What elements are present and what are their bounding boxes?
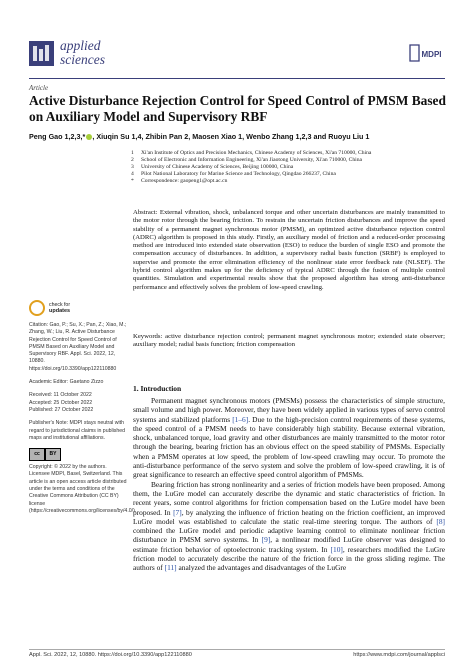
abstract: Abstract: External vibration, shock, unbalanced torque and other uncertain disturbances are mainly transmitted to the motor rotor through the bearing friction. To restrain the uncertain friction disturbances and improve the speed stability of a permanent magnet synchronous motor (PMSM), an optimized active disturbance rejection control (ADRC) algorithm is proposed in this study. Firstly, an auxiliary model of friction and a reduced-order processing method are introduced into extended state observation (ESO) to reduce the burden of single ESO and promote the compensation accuracy of disturbances. In addition, a supervisory radial basis function (SRBF) is employed to supervise and promote the error elimination efficiency of the nonlinear state error feedback rate (NLSEF). The hybrid control algorithm makes up for the deficiency of typical ADRC through the fusion of multiple control quantities. Simulation and experimental results show that the proposed algorithm has strong anti-disturbance performance and effectively solves the problem of low-speed crawling. [133, 209, 445, 291]
journal-name: applied sciences [60, 38, 105, 67]
paragraph: Bearing friction has strong nonlinearity and a series of friction models have been proposed. Among them, the LuGre model can accurately describe the dynamic and static characteristics of friction. In recent years, some control algorithms for friction compensation based on the LuGre model have been proposed. In [7], by analyzing the influence of friction heating on the friction coefficient, an improved LuGre model was established to calculate the static real-time steering torque. The authors of [8] combined the LuGre model and periodic adaptive learning control to eliminate nonlinear friction disturbance in PMSM servo systems. In [9], a nonlinear modified LuGre observer was designed to estimate friction behavior of optoelectronic tracking system. In [10], researchers modified the LuGre friction model to accurately describe the nature of the friction force in the gross sliding regime. The authors of [11] analyzed the advantages and disadvantages of the LuGre [133, 479, 445, 573]
author-list: Peng Gao 1,2,3,* , Xiuqin Su 1,4, Zhibin Pan 2, Maosen Xiao 1, Wenbo Zhang 1,2,3 and Ruoyu Liu 1 [29, 132, 370, 141]
svg-text:MDPI: MDPI [421, 50, 442, 59]
affiliation-item: 1 Xi'an Institute of Optics and Precision Mechanics, Chinese Academy of Sciences, Xi'an 710000, China [131, 150, 372, 156]
keywords: Keywords: active disturbance rejection control; permanent magnet synchronous motor; extended state observer; auxiliary model; radial basis function; friction compensation [133, 333, 445, 349]
introduction-text [133, 396, 445, 646]
accepted-date: Accepted: 25 October 2022 [29, 399, 93, 406]
affiliation-item: 4 Pilot National Laboratory for Marine Science and Technology, Qingdao 266237, China [131, 171, 336, 177]
publisher-note: Publisher's Note: MDPI stays neutral with regard to jurisdictional claims in published maps and institutional affiliations. [29, 420, 126, 441]
author[interactable]: Xiuqin Su 1,4 [96, 132, 142, 141]
orcid-icon[interactable] [86, 134, 92, 140]
affiliations [131, 150, 447, 185]
article-type: Article [29, 84, 49, 92]
affiliation-item: 2 School of Electronic and Information Engineering, Xi'an Jiaotong University, Xi'an 710000, China [131, 157, 363, 163]
author[interactable]: Ruoyu Liu 1 [328, 132, 370, 141]
citation-link[interactable]: [1–6] [232, 414, 249, 424]
citation: Citation: Gao, P.; Su, X.; Pan, Z.; Xiao, M.; Zhang, W.; Liu, R. Active Disturbance Rejection Control for Speed Control of PMSM Based on Auxiliary Model and Supervisory RBF. Appl. Sci. 2022, 12, 10880. https://doi.org/10.3390/app122110880 [29, 322, 127, 372]
journal-logo-icon [29, 41, 54, 66]
author[interactable]: Maosen Xiao 1 [192, 132, 243, 141]
section-heading: 1. Introduction [133, 384, 182, 393]
received-date: Received: 11 October 2022 [29, 392, 92, 399]
footer-citation: Appl. Sci. 2022, 12, 10880. https://doi.org/10.3390/app122110880 [29, 652, 192, 658]
citation-link[interactable]: [10] [330, 544, 343, 554]
cc-icon: cc [29, 448, 45, 461]
by-label: BY [45, 448, 61, 461]
citation-link[interactable]: [8] [436, 516, 445, 526]
author[interactable]: Zhibin Pan 2 [145, 132, 189, 141]
check-updates-icon [29, 300, 45, 316]
citation-link[interactable]: [9] [261, 535, 271, 545]
check-updates-button[interactable]: check for updates [29, 300, 127, 316]
cc-by-license-badge[interactable] [29, 448, 127, 461]
correspondence: * Correspondence: gaopeng1@opt.ac.cn [131, 178, 228, 184]
author[interactable]: Wenbo Zhang 1,2,3 [246, 132, 312, 141]
article-title: Active Disturbance Rejection Control for Speed Control of PMSM Based on Auxiliary Model and Supervisory RBF [29, 93, 446, 124]
mdpi-logo-icon [408, 42, 444, 64]
affiliation-item: 3 University of Chinese Academy of Sciences, Beijing 100000, China [131, 164, 294, 170]
published-date: Published: 27 October 2022 [29, 406, 94, 413]
citation-link[interactable]: [7] [173, 507, 182, 517]
paragraph: Permanent magnet synchronous motors (PMSMs) possess the characteristics of simple structure, small volume and high power. Moreover, they have been widely applied in various types of servo control systems and stabilized platforms [1–6]. Due to the high-precision control requirements of these systems, the speed control of a PMSM needs to have considerably high stability. Because external vibration, shock, unbalanced torque, load gravity and other disturbances are mainly transmitted to the motor rotor through the bearing, bearing friction has an obvious effect on the speed stability of PMSMs. Especially when a PMSM operates at low speed, the problem of low-speed crawling may occur. To promote the anti-disturbance performance of the servo system and solve the problem of low-speed crawling, it is of great significance to research an effective speed control algorithm of PMSMs. [133, 396, 445, 480]
header-divider [29, 78, 445, 79]
academic-editor: Academic Editor: Gaetano Zizzo [29, 379, 104, 386]
citation-link[interactable]: [11] [164, 563, 177, 573]
footer-divider [29, 649, 445, 650]
footer-journal-link[interactable]: https://www.mdpi.com/journal/applsci [353, 652, 445, 658]
sidebar [29, 300, 137, 515]
author[interactable]: Peng Gao 1,2,3,* [29, 132, 86, 141]
copyright: Copyright: © 2022 by the authors. Licensee MDPI, Basel, Switzerland. This article is an open access article distributed under the terms and conditions of the Creative Commons Attribution (CC BY) license (https://creativecommons.org/licenses/by/4.0/). [29, 464, 137, 514]
